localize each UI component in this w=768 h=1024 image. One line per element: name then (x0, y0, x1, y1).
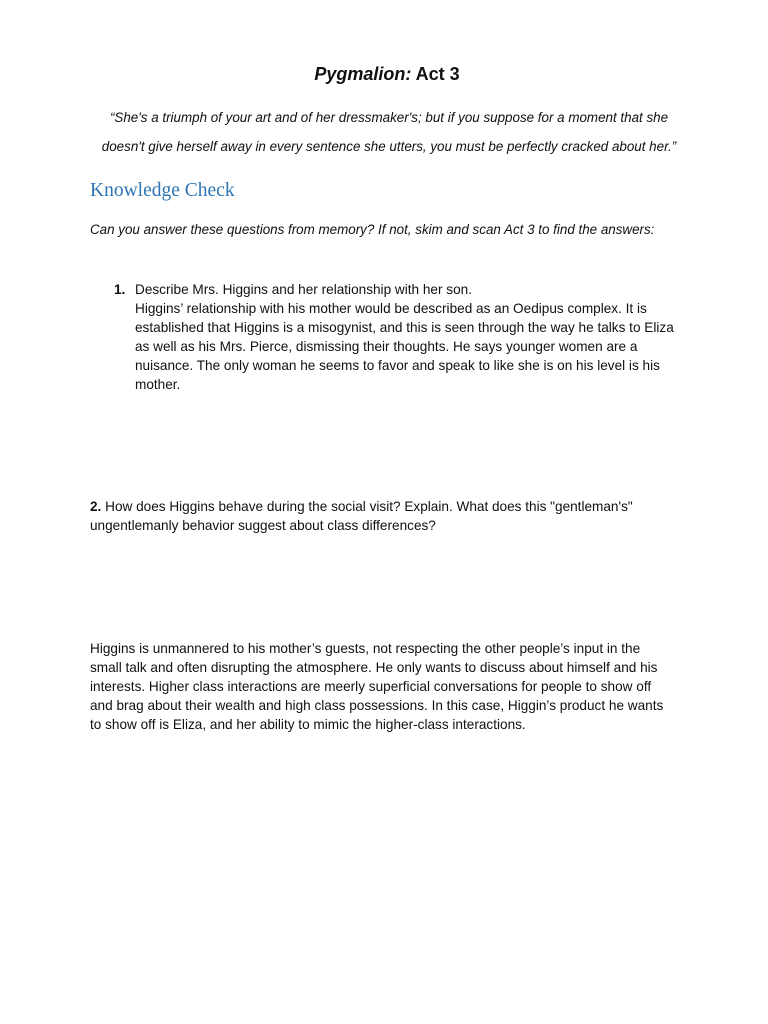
question-1-prompt: Describe Mrs. Higgins and her relationship with her son. (135, 282, 472, 297)
question-2-answer: Higgins is unmannered to his mother’s guests, not respecting the other people’s input in the small talk and often disrupting the atmosphere. He only wants to discuss about himself and his interests. Higher class interactions are meerly superficial conversations for people to show off and brag about their wealth and high class possessions. In this case, Higgin’s product he wants to show off is Eliza, and her ability to mimic the higher-class interactions. (90, 641, 664, 732)
question-2-prompt: How does Higgins behave during the social visit? Explain. What does this "gentleman's" ungentlemanly behavior suggest about class differences? (90, 499, 633, 533)
instructions-text: Can you answer these questions from memory? If not, skim and scan Act 3 to find the answers: (90, 222, 655, 237)
title-act: Act 3 (411, 64, 460, 84)
page-title (0, 62, 768, 86)
question-2 (90, 497, 670, 535)
question-2-number: 2. (90, 499, 106, 514)
title-work-name: Pygmalion: (314, 64, 412, 84)
section-heading: Knowledge Check (90, 180, 235, 201)
question-1-body (135, 280, 680, 394)
question-1-number: 1. (114, 282, 126, 297)
question-1-answer: Higgins’ relationship with his mother would be described as an Oedipus complex. It is established that Higgins is a misogynist, and this is seen through the way he talks to Eliza as well as his Mrs. Pierce, dismissing their thoughts. He says younger women are a nuisance. The only woman he seems to favor and speak to like she is on his level is his mother. (135, 301, 674, 392)
epigraph-quote: “She's a triumph of your art and of her dressmaker's; but if you suppose for a moment that she doesn't give herself away in every sentence she utters, you must be perfectly cracked about her.” (101, 110, 677, 154)
